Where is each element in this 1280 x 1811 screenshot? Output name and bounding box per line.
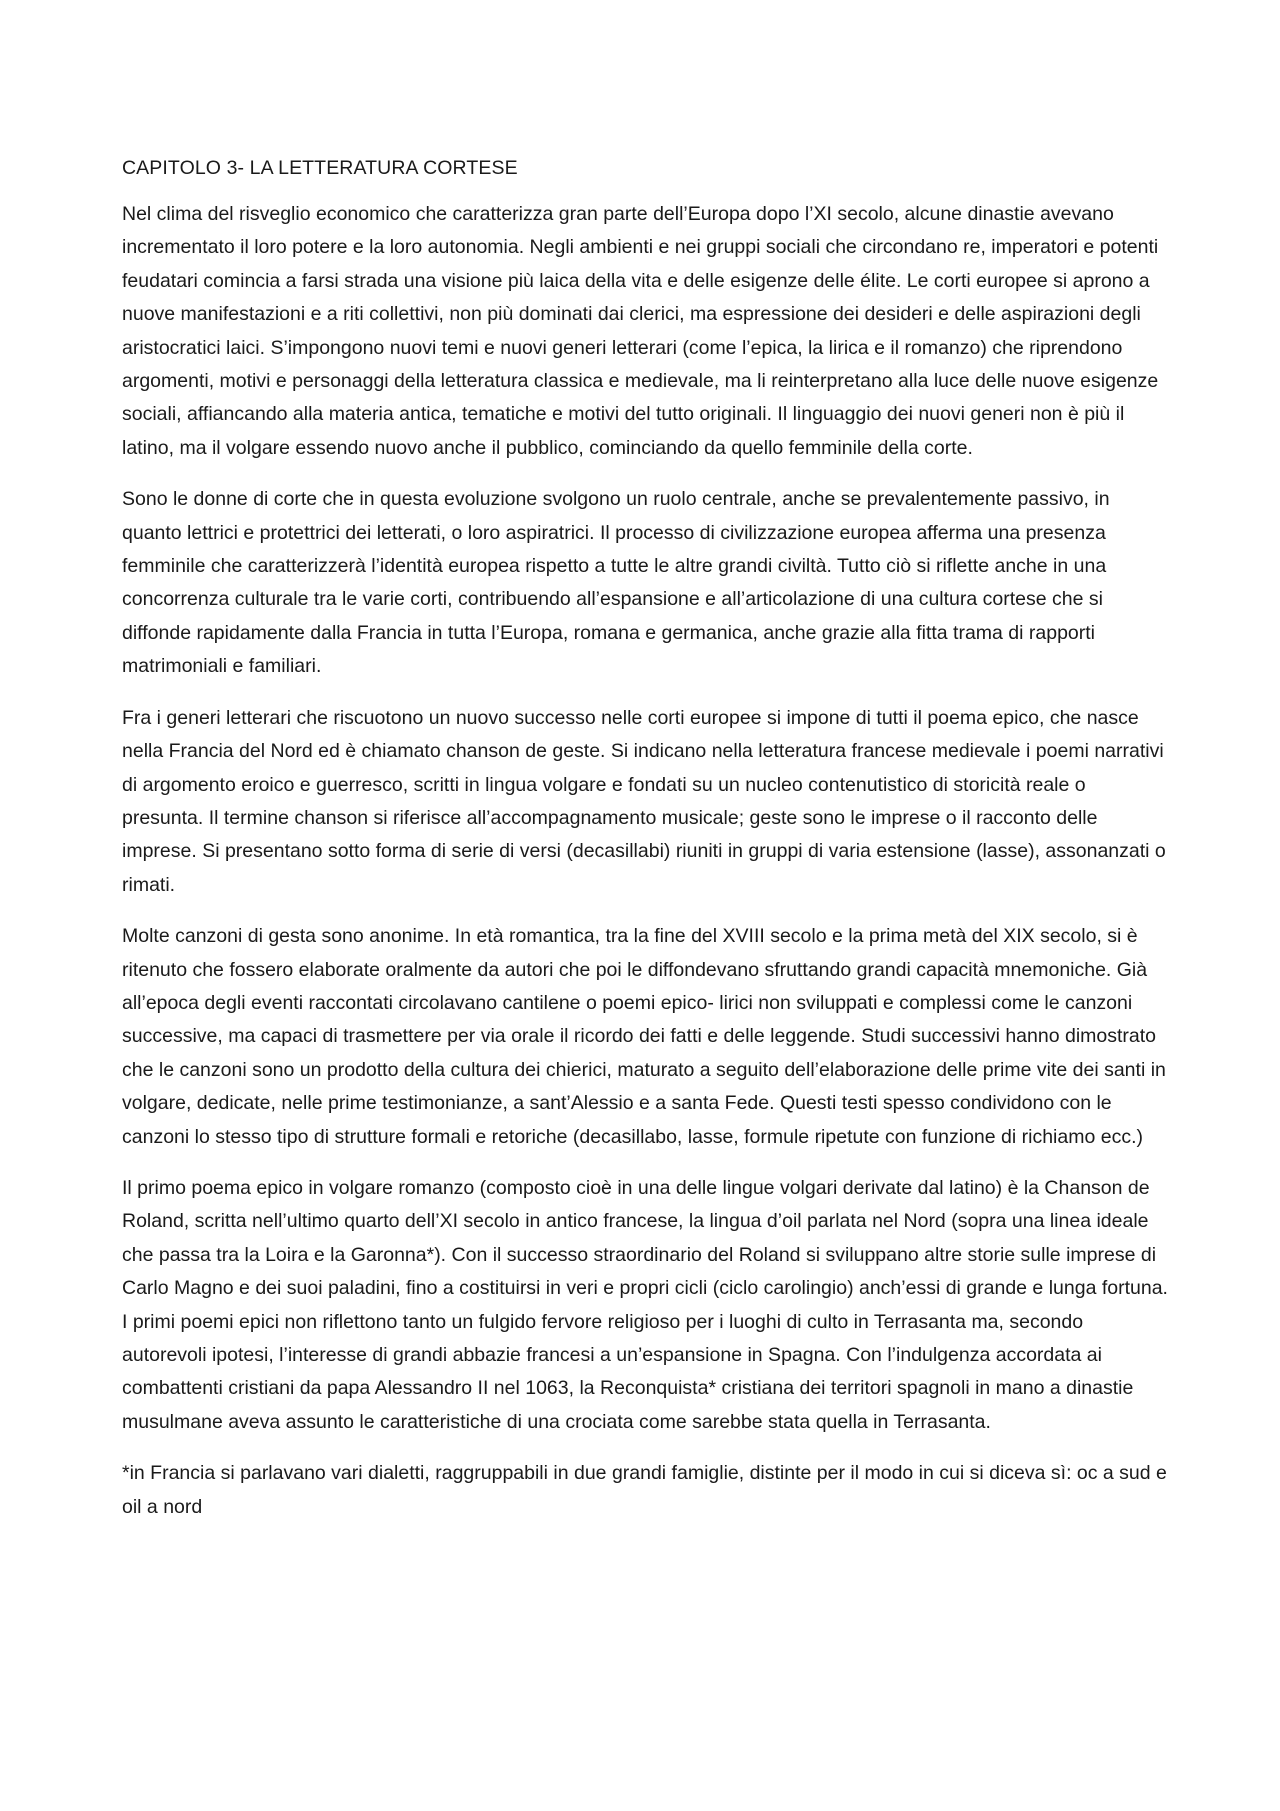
paragraph-court-women: Sono le donne di corte che in questa evoluzione svolgono un ruolo centrale, anche se prevalentemente passivo, in quanto lettrici e protettrici dei letterati, o loro aspiratrici. Il processo di civilizzazione europea afferma una presenza femminile che caratterizzerà l’identità europea rispetto a tutte le altre grandi civiltà. Tutto ciò si riflette anche in una concorrenza culturale tra le varie corti, contribuendo all’espansione e all’articolazione di una cultura cortese che si diffonde rapidamente dalla Francia in tutta l’Europa, romana e germanica, anche grazie alla fitta trama di rapporti matrimoniali e familiari.: [122, 488, 1110, 678]
document-page: [122, 154, 1172, 1524]
footnote: *in Francia si parlavano vari dialetti, raggruppabili in due grandi famiglie, distinte per il modo in cui si diceva sì: oc a sud e oil a nord: [122, 1462, 1167, 1518]
paragraph-epic-poem: Fra i generi letterari che riscuotono un nuovo successo nelle corti europee si impone di tutti il poema epico, che nasce nella Francia del Nord ed è chiamato chanson de geste. Si indicano nella letteratura francese medievale i poemi narrativi di argomento eroico e guerresco, scritti in lingua volgare e fondati su un nucleo contenutistico di storicità reale o presunta. Il termine chanson si riferisce all’accompagnamento musicale; geste sono le imprese o il racconto delle imprese. Si presentano sotto forma di serie di versi (decasillabi) riuniti in gruppi di varia estensione (lasse), assonanzati o rimati.: [122, 706, 1166, 896]
chapter-title: CAPITOLO 3- LA LETTERATURA CORTESE: [122, 157, 518, 179]
paragraph-chanson-de-roland: Il primo poema epico in volgare romanzo (composto cioè in una delle lingue volgari derivate dal latino) è la Chanson de Roland, scritta nell’ultimo quarto dell’XI secolo in antico francese, la lingua d’oil parlata nel Nord (sopra una linea ideale che passa tra la Loira e la Garonna*). Con il successo straordinario del Roland si sviluppano altre storie sulle imprese di Carlo Magno e dei suoi paladini, fino a costituirsi in veri e propri cicli (ciclo carolingio) anch’essi di grande e lunga fortuna. I primi poemi epici non riflettono tanto un fulgido fervore religioso per i luoghi di culto in Terrasanta ma, secondo autorevoli ipotesi, l’interesse di grandi abbazie francesi a un’espansione in Spagna. Con l’indulgenza accordata ai combattenti cristiani da papa Alessandro II nel 1063, la Reconquista* cristiana dei territori spagnoli in mano a dinastie musulmane aveva assunto le caratteristiche di una crociata come sarebbe stata quella in Terrasanta.: [122, 1176, 1168, 1433]
paragraph-chansons-de-geste: Molte canzoni di gesta sono anonime. In età romantica, tra la fine del XVIII secolo e la prima metà del XIX secolo, si è ritenuto che fossero elaborate oralmente da autori che poi le diffondevano sfruttando grandi capacità mnemoniche. Già all’epoca degli eventi raccontati circolavano cantilene o poemi epico- lirici non sviluppati e complessi come le canzoni successive, ma capaci di trasmettere per via orale il ricordo dei fatti e delle leggende. Studi successivi hanno dimostrato che le canzoni sono un prodotto della cultura dei chierici, maturato a seguito dell’elaborazione delle prime vite dei santi in volgare, dedicate, nelle prime testimonianze, a sant’Alessio e a santa Fede. Questi testi spesso condividono con le canzoni lo stesso tipo di strutture formali e retoriche (decasillabo, lasse, formule ripetute con funzione di richiamo ecc.): [122, 925, 1166, 1148]
paragraph-intro: Nel clima del risveglio economico che caratterizza gran parte dell’Europa dopo l’XI secolo, alcune dinastie avevano incrementato il loro potere e la loro autonomia. Negli ambienti e nei gruppi sociali che circondano re, imperatori e potenti feudatari comincia a farsi strada una visione più laica della vita e delle esigenze delle élite. Le corti europee si aprono a nuove manifestazioni e a riti collettivi, non più dominati dai clerici, ma espressione dei desideri e delle aspirazioni degli aristocratici laici. S’impongono nuovi temi e nuovi generi letterari (come l’epica, la lirica e il romanzo) che riprendono argomenti, motivi e personaggi della letteratura classica e medievale, ma li reinterpretano alla luce delle nuove esigenze sociali, affiancando alla materia antica, tematiche e motivi del tutto originali. Il linguaggio dei nuovi generi non è più il latino, ma il volgare essendo nuovo anche il pubblico, cominciando da quello femminile della corte.: [122, 203, 1159, 459]
